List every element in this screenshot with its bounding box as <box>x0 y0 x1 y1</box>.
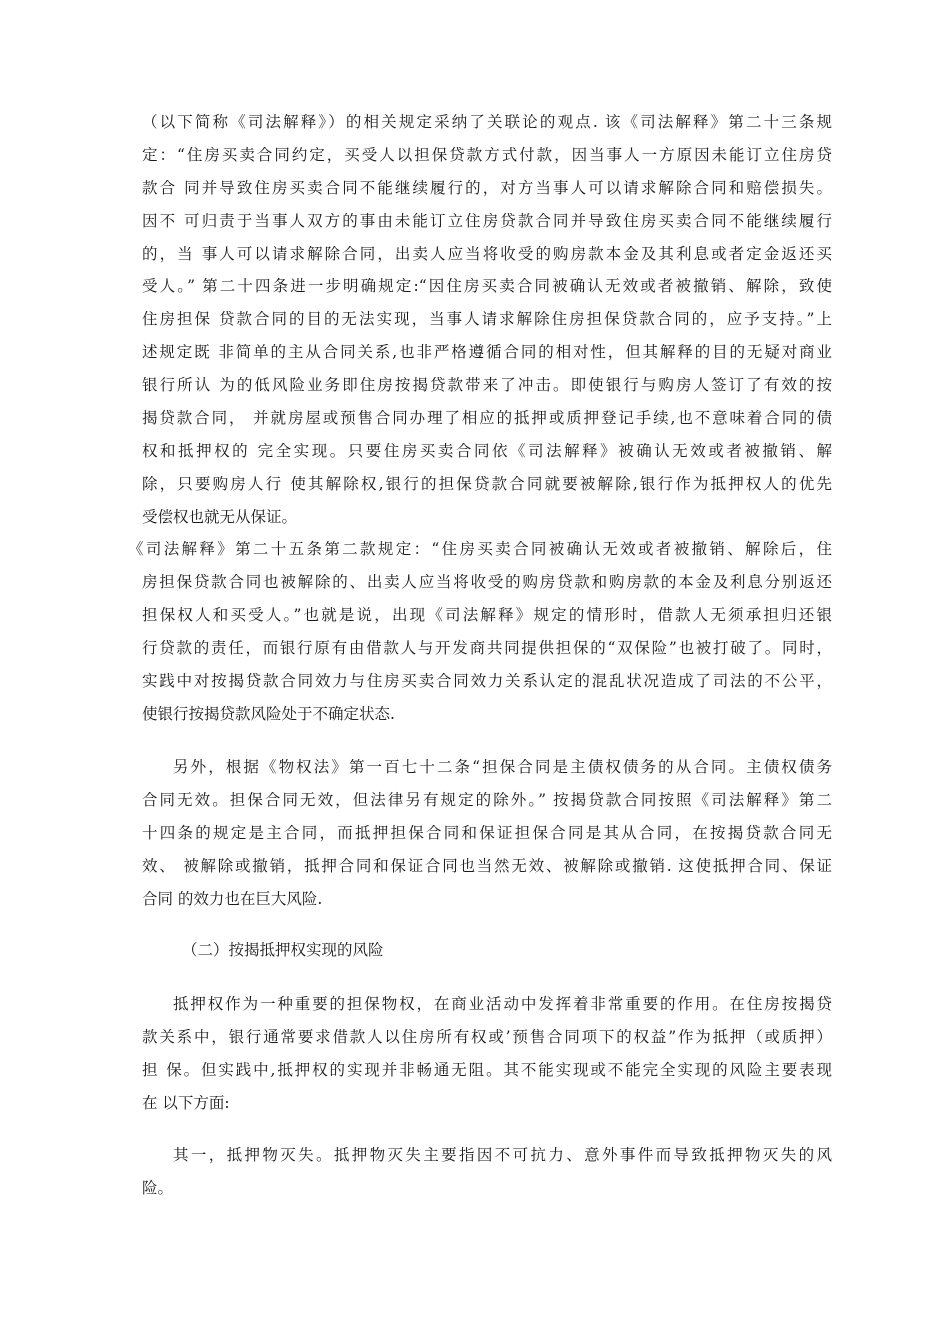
text-line: （以下简称《司法解释》）的相关规定采纳了关联论的观点. 该《司法解释》第二十三条规 <box>142 113 832 131</box>
text-line: 银行所认 为的低风险业务即住房按揭贷款带来了冲击。即使银行与购房人签订了有效的按 <box>142 376 832 394</box>
text-line: 的，当 事人可以请求解除合同，出卖人应当将收受的购房款本金及其利息或者定金返还买 <box>142 245 832 263</box>
text-line: 因不 可归责于当事人双方的事由未能订立住房贷款合同并导致住房买卖合同不能继续履行 <box>142 212 832 230</box>
text-line: 住房担保 贷款合同的目的无法实现，当事人请求解除住房担保贷款合同的，应予支持。”上 <box>142 310 832 328</box>
text-line: 担保权人和买受人。”也就是说，出现《司法解释》规定的情形时，借款人无须承担归还银 <box>142 606 832 624</box>
text-line: 担 保。但实践中,抵押权的实现并非畅通无阻。其不能实现或不能完全实现的风险主要表现 <box>142 1061 832 1079</box>
text-line: 其一，抵押物灭失。抵押物灭失主要指因不可抗力、意外事件而导致抵押物灭失的风 <box>173 1146 832 1164</box>
text-line: 述规定既 非简单的主从合同关系,也非严格遵循合同的相对性，但其解释的目的无疑对商业 <box>142 343 832 361</box>
text-line: 受偿权也就无从保证。 <box>142 508 298 526</box>
text-line: 效、 被解除或撤销，抵押合同和保证合同也当然无效、被解除或撤销. 这使抵押合同、保证 <box>142 857 832 875</box>
text-line: 实践中对按揭贷款合同效力与住房买卖合同效力关系认定的混乱状况造成了司法的不公平， <box>142 672 832 690</box>
text-line: 权和抵押权的 完全实现。只要住房买卖合同依《司法解释》被确认无效或者被撤销、解 <box>142 442 832 460</box>
text-line: 款合 同并导致住房买卖合同不能继续履行的，对方当事人可以请求解除合同和赔偿损失。 <box>142 179 832 197</box>
text-line: 《司法解释》第二十五条第二款规定：“住房买卖合同被确认无效或者被撤销、解除后，住 <box>128 540 832 558</box>
text-line: 十四条的规定是主合同，而抵押担保合同和保证担保合同是其从合同，在按揭贷款合同无 <box>142 824 832 842</box>
text-line: 在 以下方面: <box>142 1094 230 1112</box>
text-line: 合同无效。担保合同无效，但法律另有规定的除外。” 按揭贷款合同按照《司法解释》第二 <box>142 791 832 809</box>
text-line: 使银行按揭贷款风险处于不确定状态. <box>142 705 395 723</box>
text-line: 款关系中，银行通常要求借款人以住房所有权或’预售合同项下的权益”作为抵押（或质押） <box>142 1028 832 1046</box>
text-line: 险。 <box>142 1179 174 1197</box>
text-line: 行贷款的责任，而银行原有由借款人与开发商共同提供担保的“双保险”也被打破了。同时， <box>142 639 832 657</box>
text-line: 房担保贷款合同也被解除的、出卖人应当将收受的购房贷款和购房款的本金及利息分别返还 <box>142 573 832 591</box>
text-line: 除，只要购房人行 使其解除权,银行的担保贷款合同就要被解除,银行作为抵押权人的优先 <box>142 475 832 493</box>
text-line: 受人。” 第二十四条进一步明确规定:“因住房买卖合同被确认无效或者被撤销、解除，致使 <box>142 277 832 295</box>
text-line: 揭贷款合同， 并就房屋或预售合同办理了相应的抵押或质押登记手续,也不意味着合同的债 <box>142 409 832 427</box>
text-line: 定：“住房买卖合同约定，买受人以担保贷款方式付款，因当事人一方原因未能订立住房贷 <box>142 146 832 164</box>
text-line: 合同 的效力也在巨大风险. <box>142 890 323 908</box>
text-line: 抵押权作为一种重要的担保物权，在商业活动中发挥着非常重要的作用。在住房按揭贷 <box>173 995 832 1013</box>
section-heading: （二）按揭抵押权实现的风险 <box>182 941 384 959</box>
text-line: 另外，根据《物权法》第一百七十二条“担保合同是主债权债务的从合同。主债权债务 <box>173 758 832 776</box>
